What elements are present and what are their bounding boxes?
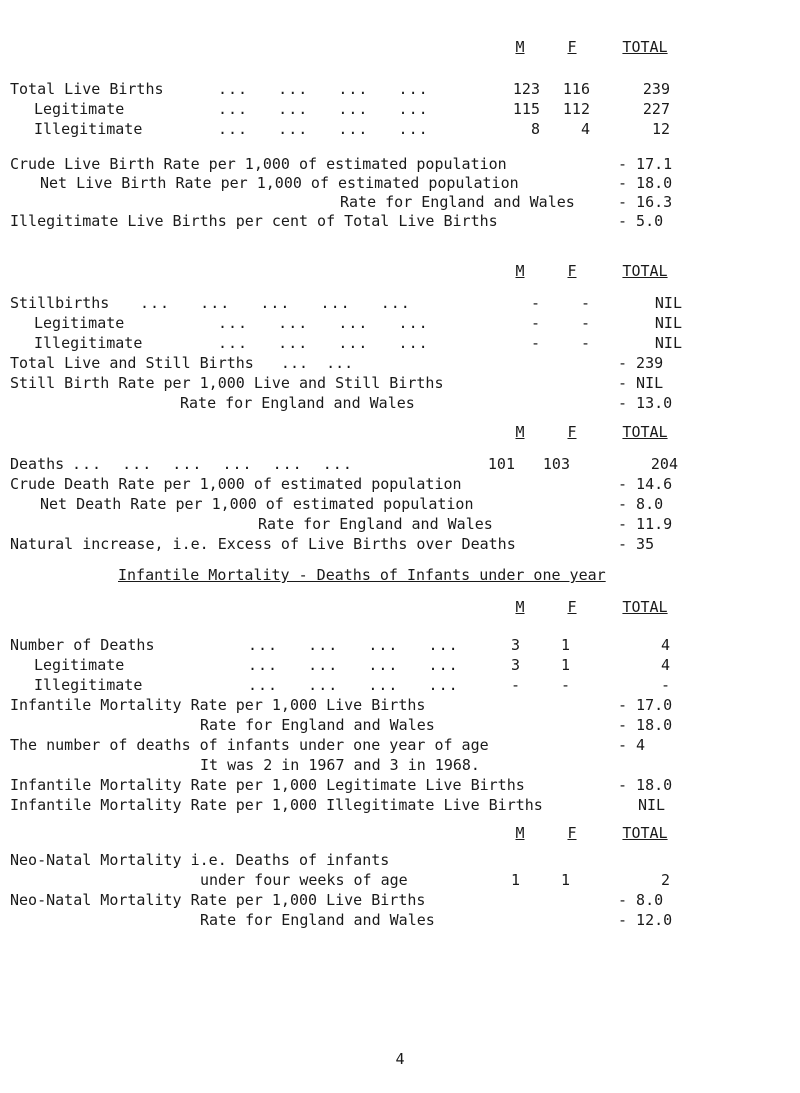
death-rate-label: Net Death Rate per 1,000 of estimated population	[40, 495, 474, 513]
natural-increase-label: Natural increase, i.e. Excess of Live Births over Deaths	[10, 535, 516, 553]
stillbirth-rate-label: Rate for England and Wales	[180, 394, 415, 412]
birth-rate-value: - 5.0	[618, 212, 664, 230]
infant-illegit-label: Illegitimate	[34, 676, 143, 694]
death-rate-label: Rate for England and Wales	[258, 515, 493, 533]
births-f-total: 116	[562, 80, 590, 98]
birth-rate-value: - 18.0	[618, 174, 673, 192]
infant-illegit-total: -	[660, 676, 670, 694]
infant-dots: ... ... ... ...	[248, 676, 459, 694]
birth-rate-label: Crude Live Birth Rate per 1,000 of estimated population	[10, 155, 507, 173]
infant-illegit-m: -	[510, 676, 520, 694]
infant-rate-label: Infantile Mortality Rate per 1,000 Legitimate Live Births	[10, 776, 525, 794]
births-m-illegitimate: 8	[530, 120, 540, 138]
infant-rate-value: - 18.0	[618, 716, 673, 734]
infant-rate-note: It was 2 in 1967 and 3 in 1968.	[200, 756, 480, 774]
birth-rate-value: - 16.3	[618, 193, 673, 211]
neonatal-rate-label: Neo-Natal Mortality Rate per 1,000 Live Births	[10, 891, 426, 909]
infant-rate-label: Infantile Mortality Rate per 1,000 Live Births	[10, 696, 426, 714]
header-f: F	[567, 38, 577, 56]
neonatal-f: 1	[560, 871, 570, 889]
infant-illegit-f: -	[560, 676, 570, 694]
stillbirth-rate-value: - NIL	[618, 374, 664, 392]
infant-rate-value: - 17.0	[618, 696, 673, 714]
header-m: M	[515, 38, 525, 56]
births-total-legitimate: 227	[642, 100, 670, 118]
deaths-total: 204	[650, 455, 678, 473]
stillbirths-legit-m: -	[530, 314, 540, 332]
neonatal-rate-value: - 12.0	[618, 911, 673, 929]
infant-rate-label: Infantile Mortality Rate per 1,000 Illegitimate Live Births	[10, 796, 543, 814]
stillbirths-illegit-total: NIL	[654, 334, 682, 352]
header-m: M	[515, 423, 525, 441]
stillbirths-legit-f: -	[580, 314, 590, 332]
neonatal-m: 1	[510, 871, 520, 889]
natural-increase-value: - 35	[618, 535, 655, 553]
infant-dots: ... ... ... ...	[248, 636, 459, 654]
stillbirths-label: Stillbirths	[10, 294, 110, 312]
births-dots: ... ... ... ...	[218, 120, 429, 138]
birth-rate-value: - 17.1	[618, 155, 673, 173]
stillbirth-rate-value: - 13.0	[618, 394, 673, 412]
stillbirths-dots: ... ... ... ...	[218, 334, 429, 352]
header-total: TOTAL	[622, 262, 668, 280]
header-f: F	[567, 423, 577, 441]
header-m: M	[515, 262, 525, 280]
stillbirths-legit-total: NIL	[654, 314, 682, 332]
births-label-legitimate: Legitimate	[34, 100, 125, 118]
births-label-total: Total Live Births	[10, 80, 164, 98]
infant-deaths-f: 1	[560, 636, 570, 654]
death-rate-value: - 8.0	[618, 495, 664, 513]
stillbirths-total: NIL	[654, 294, 682, 312]
births-f-illegitimate: 4	[580, 120, 590, 138]
stillbirth-rate-label: Still Birth Rate per 1,000 Live and Still Births	[10, 374, 444, 392]
header-total: TOTAL	[622, 598, 668, 616]
stillbirths-f: -	[580, 294, 590, 312]
infant-rate-label: The number of deaths of infants under one year of age	[10, 736, 489, 754]
header-m: M	[515, 598, 525, 616]
header-total: TOTAL	[622, 824, 668, 842]
stillbirths-illegit-m: -	[530, 334, 540, 352]
infant-legit-m: 3	[510, 656, 520, 674]
page-number: 4	[395, 1050, 405, 1068]
stillbirths-illegit-label: Illegitimate	[34, 334, 143, 352]
infant-legit-f: 1	[560, 656, 570, 674]
neonatal-rate-value: - 8.0	[618, 891, 664, 909]
births-total-total: 239	[642, 80, 670, 98]
birth-rate-label: Rate for England and Wales	[340, 193, 575, 211]
deaths-label: Deaths	[10, 455, 65, 473]
stillbirth-rate-label: Total Live and Still Births ... ...	[10, 354, 354, 372]
infant-dots: ... ... ... ...	[248, 656, 459, 674]
header-total: TOTAL	[622, 38, 668, 56]
header-m: M	[515, 824, 525, 842]
neonatal-rate-label: Rate for England and Wales	[200, 911, 435, 929]
births-dots: ... ... ... ...	[218, 100, 429, 118]
death-rate-value: - 14.6	[618, 475, 673, 493]
births-total-illegitimate: 12	[651, 120, 670, 138]
stillbirths-illegit-f: -	[580, 334, 590, 352]
death-rate-label: Crude Death Rate per 1,000 of estimated population	[10, 475, 462, 493]
header-total: TOTAL	[622, 423, 668, 441]
birth-rate-label: Net Live Birth Rate per 1,000 of estimated population	[40, 174, 519, 192]
birth-rate-label: Illegitimate Live Births per cent of Total Live Births	[10, 212, 498, 230]
births-label-illegitimate: Illegitimate	[34, 120, 143, 138]
deaths-m: 101	[487, 455, 515, 473]
stillbirths-dots: ... ... ... ...	[218, 314, 429, 332]
stillbirth-rate-value: - 239	[618, 354, 664, 372]
deaths-f: 103	[542, 455, 570, 473]
neonatal-label-cont: under four weeks of age	[200, 871, 408, 889]
infant-rate-label: Rate for England and Wales	[200, 716, 435, 734]
neonatal-label: Neo-Natal Mortality i.e. Deaths of infants	[10, 851, 390, 869]
infant-legit-total: 4	[660, 656, 670, 674]
header-f: F	[567, 262, 577, 280]
infant-deaths-total: 4	[660, 636, 670, 654]
stillbirths-legit-label: Legitimate	[34, 314, 125, 332]
stillbirths-dots: ... ... ... ... ...	[140, 294, 411, 312]
neonatal-total: 2	[660, 871, 670, 889]
header-f: F	[567, 598, 577, 616]
births-f-legitimate: 112	[562, 100, 590, 118]
infant-rate-value: - 18.0	[618, 776, 673, 794]
infantile-heading: Infantile Mortality - Deaths of Infants under one year	[118, 566, 606, 584]
infant-rate-value: NIL	[638, 796, 666, 814]
births-dots: ... ... ... ...	[218, 80, 429, 98]
births-m-legitimate: 115	[512, 100, 540, 118]
header-f: F	[567, 824, 577, 842]
deaths-dots: ... ... ... ... ... ...	[72, 455, 353, 473]
stillbirths-m: -	[530, 294, 540, 312]
infant-deaths-label: Number of Deaths	[10, 636, 155, 654]
births-m-total: 123	[512, 80, 540, 98]
infant-rate-value: - 4	[618, 736, 646, 754]
infant-deaths-m: 3	[510, 636, 520, 654]
infant-legit-label: Legitimate	[34, 656, 125, 674]
death-rate-value: - 11.9	[618, 515, 673, 533]
